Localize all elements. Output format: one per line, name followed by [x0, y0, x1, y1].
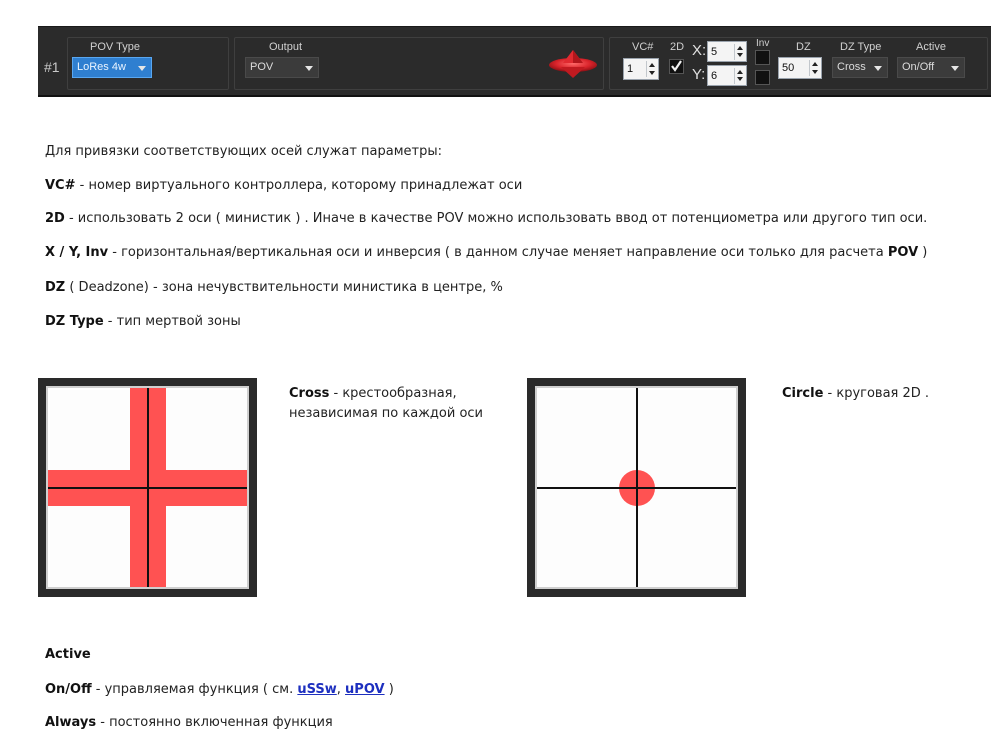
param-term: DZ: [45, 280, 66, 295]
param-term: VC#: [45, 178, 76, 193]
vc-label: VC#: [632, 41, 654, 53]
pov-type-dropdown[interactable]: [72, 57, 152, 78]
spin-down-icon[interactable]: [812, 70, 818, 74]
slot-number: #1: [44, 59, 60, 75]
param-desc: - тип мертвой зоны: [103, 314, 241, 329]
param-desc: - горизонтальная/вертикальная оси и инверсия ( в данном случае меняет направление оси только для расчета: [108, 245, 888, 260]
x-axis-value: 5: [711, 46, 718, 58]
param-term: 2D: [45, 211, 65, 226]
y-axis-spinner[interactable]: [707, 65, 747, 86]
chevron-down-icon: [951, 66, 959, 71]
param-term: DZ Type: [45, 314, 104, 329]
onoff-term: On/Off: [45, 682, 92, 697]
spin-up-icon[interactable]: [812, 62, 818, 66]
circle-deadzone-figure: [537, 388, 736, 587]
spin-up-icon[interactable]: [737, 46, 743, 50]
dz-value: 50: [782, 62, 795, 74]
cross-deadzone-figure: [48, 388, 247, 587]
param-2d: [45, 211, 927, 226]
active-heading-text: Active: [45, 647, 91, 662]
spin-up-icon[interactable]: [649, 63, 655, 67]
chevron-down-icon: [305, 66, 313, 71]
dz-type-value: Cross: [837, 61, 866, 73]
dz-type-dropdown[interactable]: [832, 57, 888, 78]
spin-down-icon[interactable]: [737, 53, 743, 57]
x-axis-label: X:: [692, 42, 707, 59]
dz-spinner[interactable]: [778, 57, 822, 79]
always-term: Always: [45, 715, 97, 730]
circle-desc: - круговая 2D .: [823, 386, 930, 401]
y-axis-value: 6: [711, 70, 718, 82]
spin-up-icon[interactable]: [737, 70, 743, 74]
vc-value: 1: [627, 63, 634, 75]
param-desc-end: ): [918, 245, 928, 260]
active-heading: [45, 647, 91, 662]
output-group: [234, 37, 604, 90]
cross-term: Cross: [289, 386, 330, 401]
two-d-label: 2D: [670, 41, 685, 53]
active-always: [45, 715, 333, 730]
axis-settings-group: [609, 37, 988, 90]
always-desc: - постоянно включенная функция: [96, 715, 333, 730]
dz-label: DZ: [796, 41, 811, 53]
onoff-desc: - управляемая функция ( см.: [91, 682, 298, 697]
param-desc: - номер виртуального контроллера, которому принадлежат оси: [75, 178, 523, 193]
link-upov[interactable]: uPOV: [345, 682, 385, 697]
vc-spinner[interactable]: [623, 58, 659, 80]
dz-type-label: DZ Type: [840, 41, 882, 53]
pov-type-group: [67, 37, 229, 90]
pov-hat-icon: [547, 48, 599, 80]
cross-caption: [289, 384, 483, 424]
pov-config-toolbar: [38, 26, 991, 97]
param-term: X / Y, Inv: [45, 245, 109, 260]
chevron-down-icon: [138, 66, 146, 71]
pov-type-value: LoRes 4w: [77, 61, 126, 73]
link-separator: ,: [336, 682, 346, 697]
param-dz-type: [45, 314, 241, 329]
spin-down-icon[interactable]: [737, 77, 743, 81]
active-onoff: [45, 682, 394, 697]
pov-type-label: POV Type: [90, 41, 140, 53]
cross-desc: - крестообразная,: [329, 386, 457, 401]
active-dropdown[interactable]: [897, 57, 965, 78]
param-dz: [45, 280, 503, 295]
cross-deadzone-diagram: [38, 378, 257, 597]
param-desc: ( Deadzone) - зона нечувствительности министика в центре, %: [65, 280, 503, 295]
inv-y-checkbox[interactable]: [755, 70, 770, 85]
x-axis-spinner[interactable]: [707, 41, 747, 62]
output-dropdown[interactable]: [245, 57, 319, 78]
circle-caption: [782, 384, 929, 404]
inv-label: Inv: [756, 38, 770, 49]
active-value: On/Off: [902, 61, 935, 73]
param-xy-inv: [45, 245, 927, 260]
chevron-down-icon: [874, 66, 882, 71]
param-vc: [45, 178, 522, 193]
cross-desc-line2: независимая по каждой оси: [289, 406, 483, 421]
intro-text: Для привязки соответствующих осей служат параметры:: [45, 144, 443, 159]
active-label: Active: [916, 41, 946, 53]
inv-x-checkbox[interactable]: [755, 50, 770, 65]
two-d-checkbox[interactable]: [669, 59, 684, 74]
circle-term: Circle: [782, 386, 824, 401]
output-value: POV: [250, 61, 274, 73]
output-label: Output: [269, 41, 303, 53]
checkmark-icon: [670, 60, 683, 73]
param-term-pov: POV: [887, 245, 919, 260]
param-desc: - использовать 2 оси ( министик ) . Иначе в качестве POV можно использовать ввод от потенциометра или другого тип оси.: [64, 211, 928, 226]
spin-down-icon[interactable]: [649, 71, 655, 75]
circle-deadzone-diagram: [527, 378, 746, 597]
y-axis-label: Y:: [692, 66, 706, 83]
onoff-desc-end: ): [384, 682, 394, 697]
link-ussw[interactable]: uSSw: [297, 682, 337, 697]
